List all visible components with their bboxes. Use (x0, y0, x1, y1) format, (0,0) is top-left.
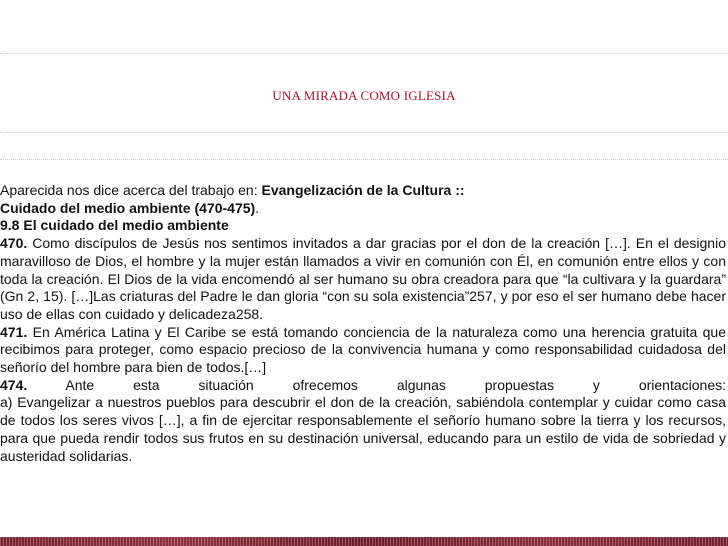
culture-link[interactable]: Evangelización de la Cultura :: (261, 182, 465, 198)
intro-prefix: Aparecida nos dice acerca del trabajo en: (0, 182, 262, 198)
paragraph-text: a) Evangelizar a nuestros pueblos para descubrir el don de la creación, sabiéndola contemplar y cuidar como casa de todos los seres vivos […], a fin de ejercitar responsablemente el señorío humano sobre la tierra y los recursos, para que pueda rendir todos sus frutos en su destinación universal, educando para un estilo de vida de sobriedad y austeridad solidarias. (0, 394, 726, 464)
environment-link[interactable]: Cuidado del medio ambiente (470-475) (0, 199, 256, 216)
paragraph-474 (0, 377, 726, 395)
paragraph-number: 474. (0, 376, 28, 393)
paragraph-text: Como discípulos de Jesús nos sentimos invitados a dar gracias por el don de la creación […]. En el designio maravilloso de Dios, el hombre y la mujer están llamados a vivir en comunión con Él, en comunión entre ellos y con toda la creación. El Dios de la vida encomendó al ser humano su obra creadora para que “la cultivara y la guardara” (Gn 2, 15). […]Las criaturas del Padre le dan gloria “con su sola existencia”257, y por eso el ser humano debe hacer uso de ellas con cuidado y delicadeza258. (0, 235, 726, 322)
paragraph-number: 471. (0, 323, 28, 340)
section-heading (0, 217, 726, 235)
title-divider (0, 132, 728, 133)
intro-suffix: . (255, 199, 260, 216)
lower-divider (0, 159, 728, 160)
paragraph-text: Ante esta situación ofrecemos algunas propuestas y orientaciones: (27, 376, 726, 393)
proposal-a (0, 394, 726, 465)
section-heading-text: 9.8 El cuidado del medio ambiente (0, 217, 229, 234)
top-divider (0, 53, 728, 54)
slide-title: UNA MIRADA COMO IGLESIA (272, 88, 456, 103)
paragraph-471 (0, 324, 726, 377)
footer-band (0, 537, 728, 546)
paragraph-470 (0, 235, 726, 324)
paragraph-text: En América Latina y El Caribe se está tomando conciencia de la naturaleza como una herencia gratuita que recibimos para proteger, como espacio precioso de la convivencia humana y como responsabilidad cuidadosa del señorío del hombre para bien de todos.[…] (0, 323, 726, 376)
intro-line (0, 182, 726, 217)
paragraph-number: 470. (0, 235, 28, 252)
slide-body (0, 182, 726, 465)
